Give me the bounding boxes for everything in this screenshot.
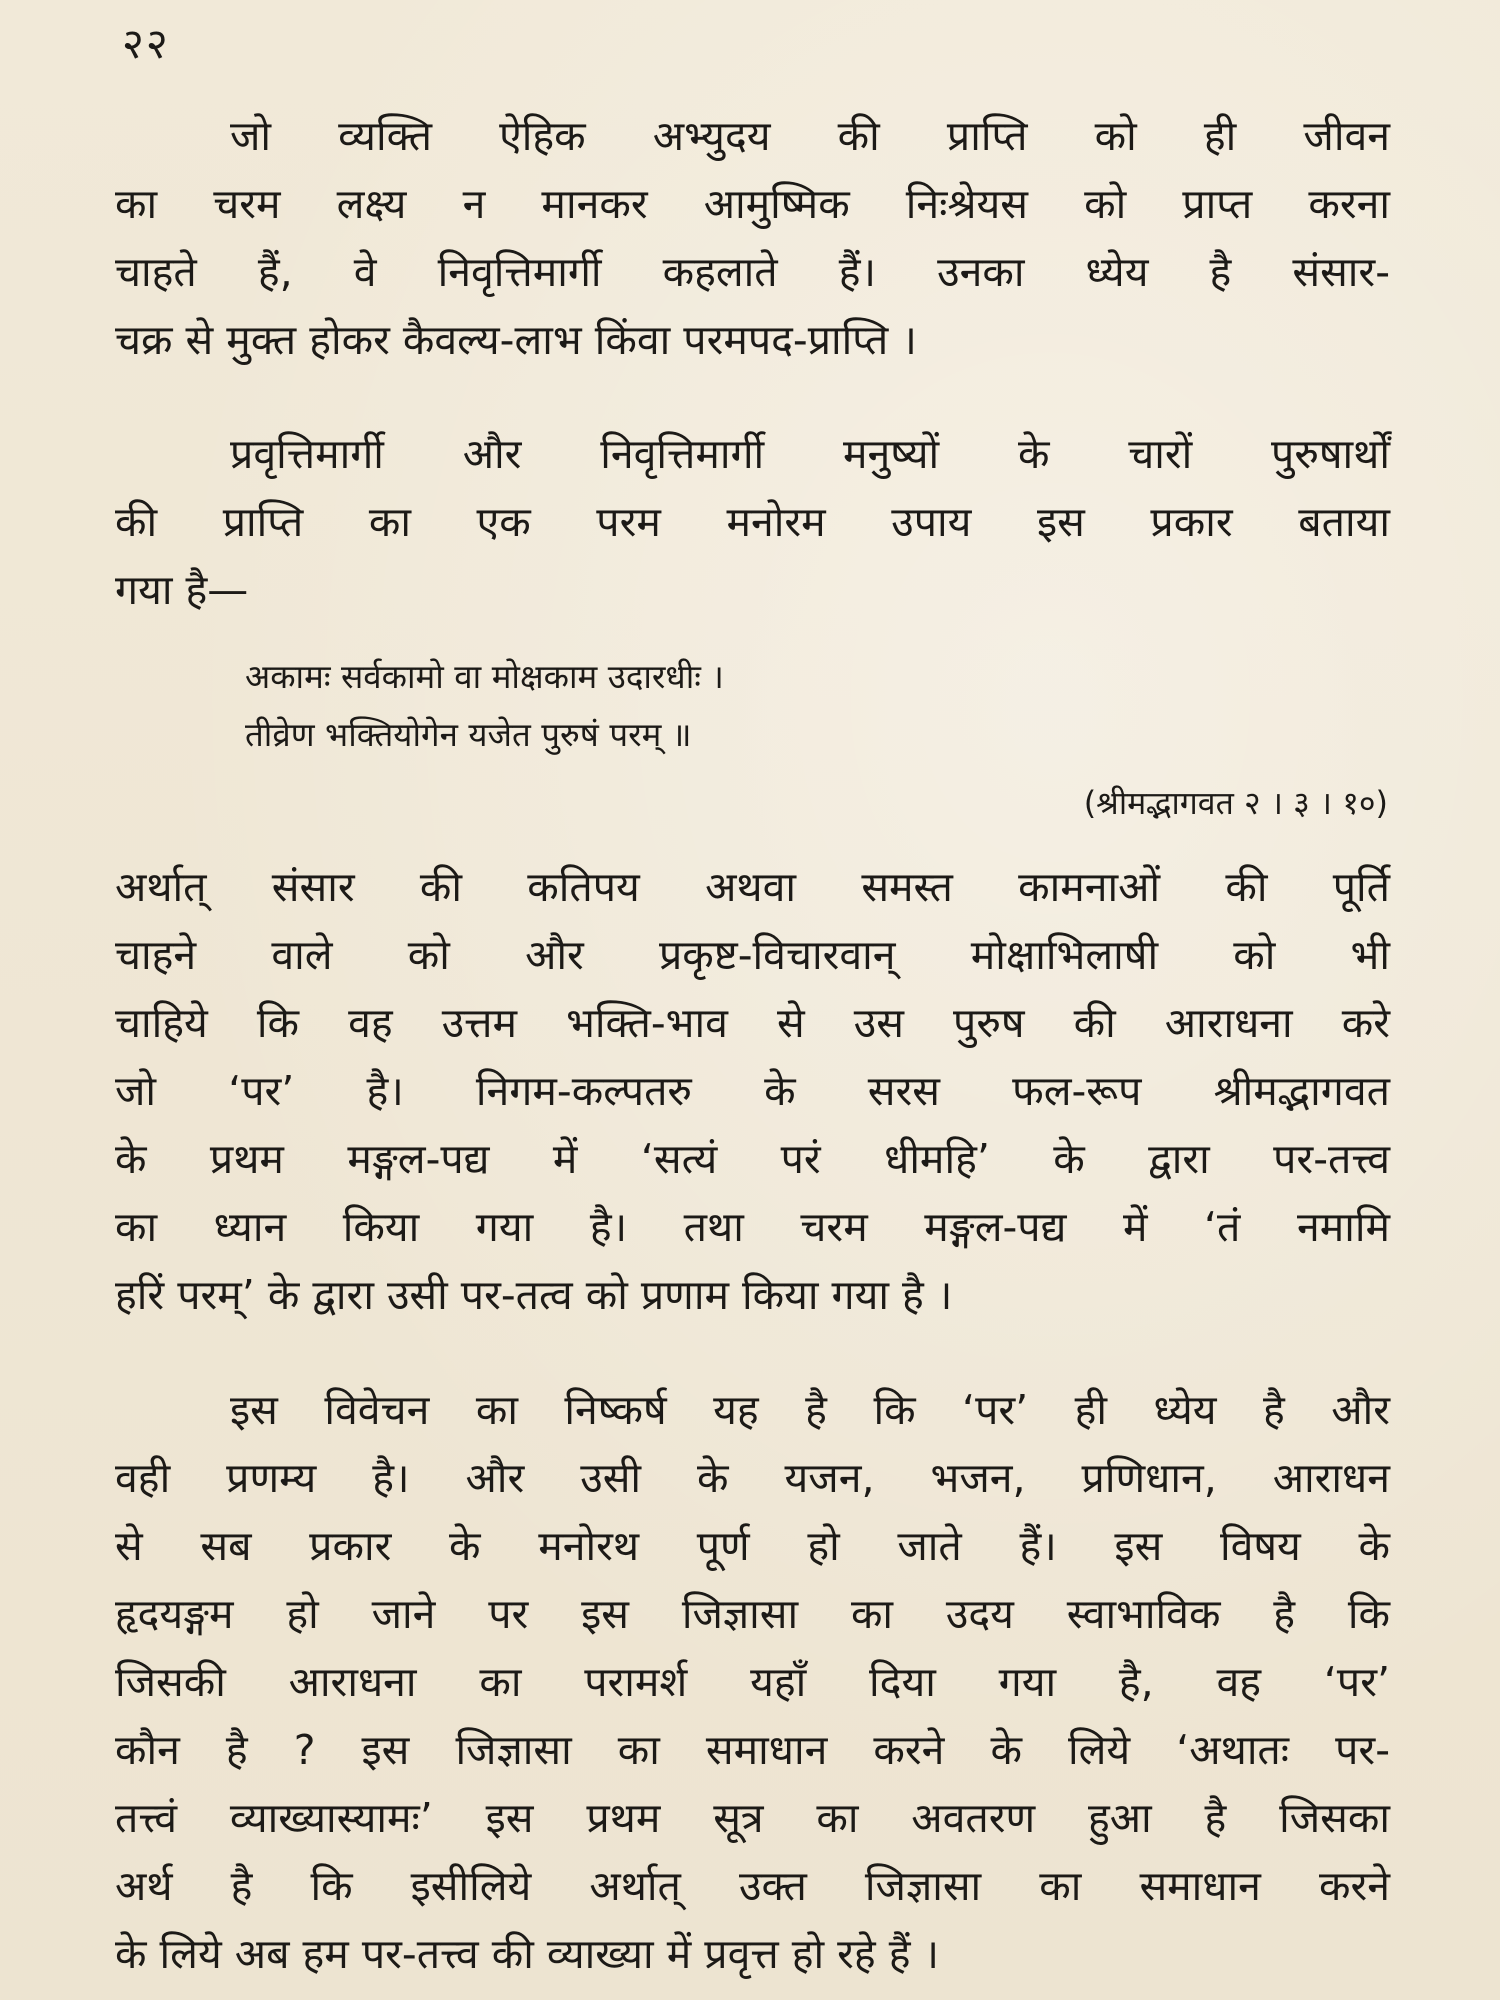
text-line: जिसकी आराधना का परामर्श यहाँ दिया गया है, वह ‘पर’ — [115, 1658, 1390, 1706]
paragraph-1 — [115, 102, 1390, 374]
text-line: अर्थात् संसार की कतिपय अथवा समस्त कामनाओं की पूर्ति — [115, 863, 1390, 911]
paragraph-2 — [115, 420, 1390, 624]
text-line: चक्र से मुक्त होकर कैवल्य-लाभ किंवा परमपद-प्राप्ति । — [115, 316, 917, 364]
text-line: इस विवेचन का निष्कर्ष यह है कि ‘पर’ ही ध्येय है और — [230, 1386, 1390, 1434]
text-line: चाहिये कि वह उत्तम भक्ति-भाव से उस पुरुष की आराधना करे — [115, 999, 1390, 1047]
text-line: के लिये अब हम पर-तत्त्व की व्याख्या में प्रवृत्त हो रहे हैं । — [115, 1930, 940, 1978]
paragraph-3 — [115, 853, 1390, 1329]
text-line: का ध्यान किया गया है। तथा चरम मङ्गल-पद्य में ‘तं नमामि — [115, 1203, 1390, 1251]
verse-line: अकामः सर्वकामो वा मोक्षकाम उदारधीः । — [245, 657, 724, 696]
paragraph-4 — [115, 1376, 1390, 1988]
text-line: की प्राप्ति का एक परम मनोरम उपाय इस प्रकार बताया — [115, 498, 1390, 546]
text-line: हृदयङ्गम हो जाने पर इस जिज्ञासा का उदय स्वाभाविक है कि — [115, 1590, 1390, 1638]
verse-citation: (श्रीमद्भागवत २ । ३ । १०) — [1083, 784, 1388, 822]
text-line: का चरम लक्ष्य न मानकर आमुष्मिक निःश्रेयस को प्राप्त करना — [115, 180, 1390, 228]
text-line: जो ‘पर’ है। निगम-कल्पतरु के सरस फल-रूप श्रीमद्भागवत — [115, 1067, 1390, 1115]
text-line: हरिं परम्’ के द्वारा उसी पर-तत्व को प्रणाम किया गया है । — [115, 1271, 953, 1319]
sanskrit-verse — [245, 648, 1145, 764]
text-line: गया है— — [115, 566, 249, 614]
text-line: के प्रथम मङ्गल-पद्य में ‘सत्यं परं धीमहि’ के द्वारा पर-तत्त्व — [115, 1135, 1390, 1183]
text-line: वही प्रणम्य है। और उसी के यजन, भजन, प्रणिधान, आराधन — [115, 1454, 1390, 1502]
page-number: २२ — [122, 19, 170, 68]
text-line: तत्त्वं व्याख्यास्यामः’ इस प्रथम सूत्र का अवतरण हुआ है जिसका — [115, 1794, 1390, 1842]
verse-line: तीव्रेण भक्तियोगेन यजेत पुरुषं परम् ॥ — [245, 715, 692, 754]
text-line: कौन है ? इस जिज्ञासा का समाधान करने के लिये ‘अथातः पर- — [115, 1726, 1390, 1774]
text-line: प्रवृत्तिमार्गी और निवृत्तिमार्गी मनुष्यों के चारों पुरुषार्थों — [230, 430, 1390, 478]
text-line: चाहने वाले को और प्रकृष्ट-विचारवान् मोक्षाभिलाषी को भी — [115, 931, 1390, 979]
text-line: से सब प्रकार के मनोरथ पूर्ण हो जाते हैं। इस विषय के — [115, 1522, 1390, 1570]
text-line: चाहते हैं, वे निवृत्तिमार्गी कहलाते हैं। उनका ध्येय है संसार- — [115, 248, 1390, 296]
text-line: अर्थ है कि इसीलिये अर्थात् उक्त जिज्ञासा का समाधान करने — [115, 1862, 1390, 1910]
text-line: जो व्यक्ति ऐहिक अभ्युदय की प्राप्ति को ही जीवन — [230, 112, 1390, 160]
